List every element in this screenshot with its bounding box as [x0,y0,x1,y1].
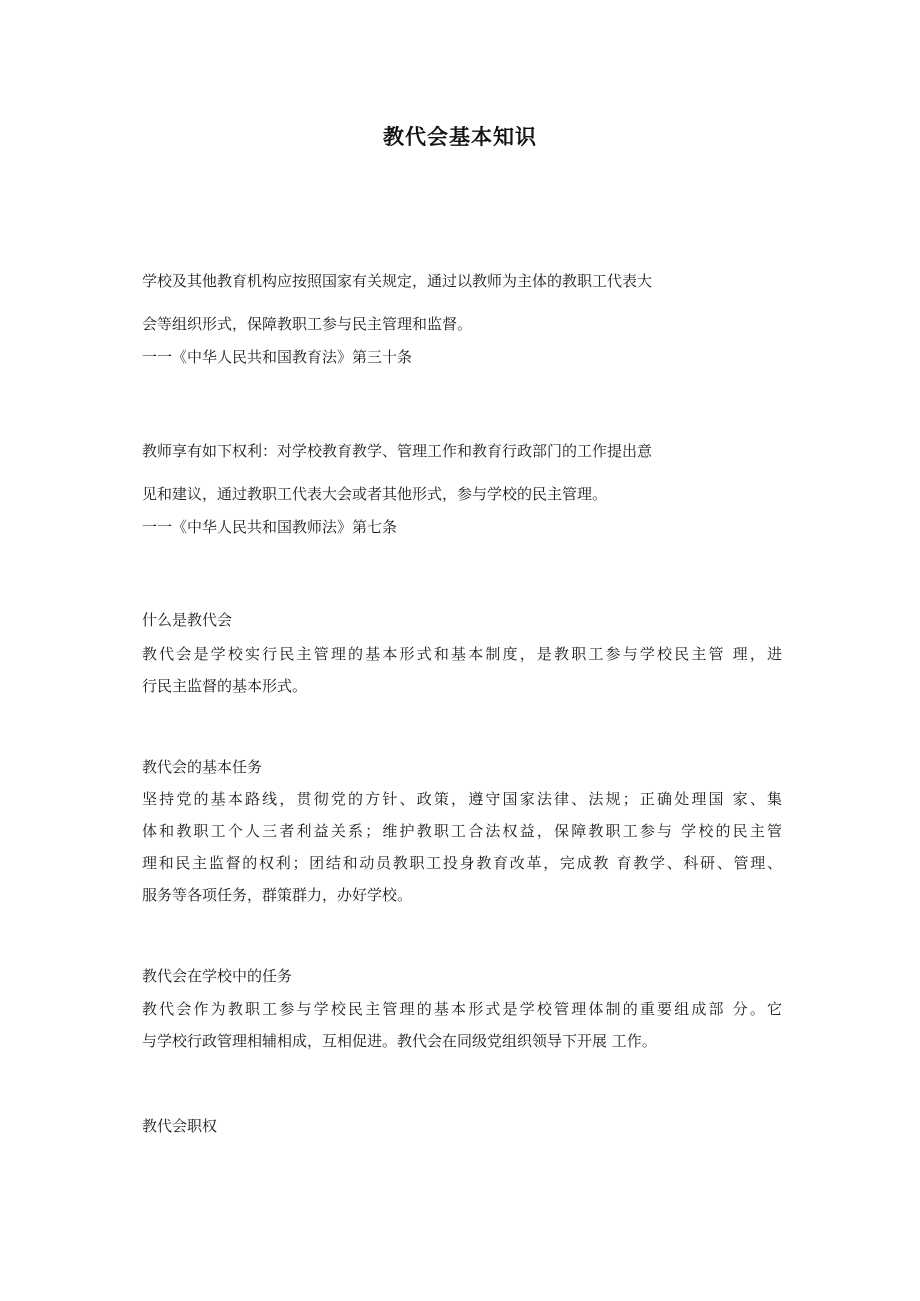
quote2-line1: 教师享有如下权利：对学校教育教学、管理工作和教育行政部门的工作提出意 [142,442,653,460]
section2-line4: 服务等各项任务，群策群力，办好学校。 [142,886,413,904]
section3-line1: 教代会作为教职工参与学校民主管理的基本形式是学校管理体制的重要组成部 分。它 [142,1000,782,1018]
section1-heading: 什么是教代会 [142,611,233,629]
section2-line1: 坚持党的基本路线，贯彻党的方针、政策，遵守国家法律、法规；正确处理国 家、集 [142,790,782,808]
section3-heading: 教代会在学校中的任务 [142,967,293,985]
section3-line2: 与学校行政管理相辅相成，互相促进。教代会在同级党组织领导下开展 工作。 [142,1032,657,1050]
section4-heading: 教代会职权 [142,1117,218,1135]
section2-heading: 教代会的基本任务 [142,758,263,776]
quote2-line2: 见和建议，通过教职工代表大会或者其他形式，参与学校的民主管理。 [142,485,608,503]
quote1-source: 一一《中华人民共和国教育法》第三十条 [142,348,413,366]
quote2-source: 一一《中华人民共和国教师法》第七条 [142,518,398,536]
section2-line3: 理和民主监督的权利；团结和动员教职工投身教育改革，完成教 育教学、科研、管理、 [142,854,782,872]
quote1-line1: 学校及其他教育机构应按照国家有关规定，通过以教师为主体的教职工代表大 [142,272,653,290]
section2-line2: 体和教职工个人三者利益关系；维护教职工合法权益，保障教职工参与 学校的民主管 [142,822,782,840]
section1-line2: 行民主监督的基本形式。 [142,677,308,695]
section1-line1: 教代会是学校实行民主管理的基本形式和基本制度，是教职工参与学校民主管 理，进 [142,645,782,663]
quote1-line2: 会等组织形式，保障教职工参与民主管理和监督。 [142,315,473,333]
document-title: 教代会基本知识 [383,125,537,149]
